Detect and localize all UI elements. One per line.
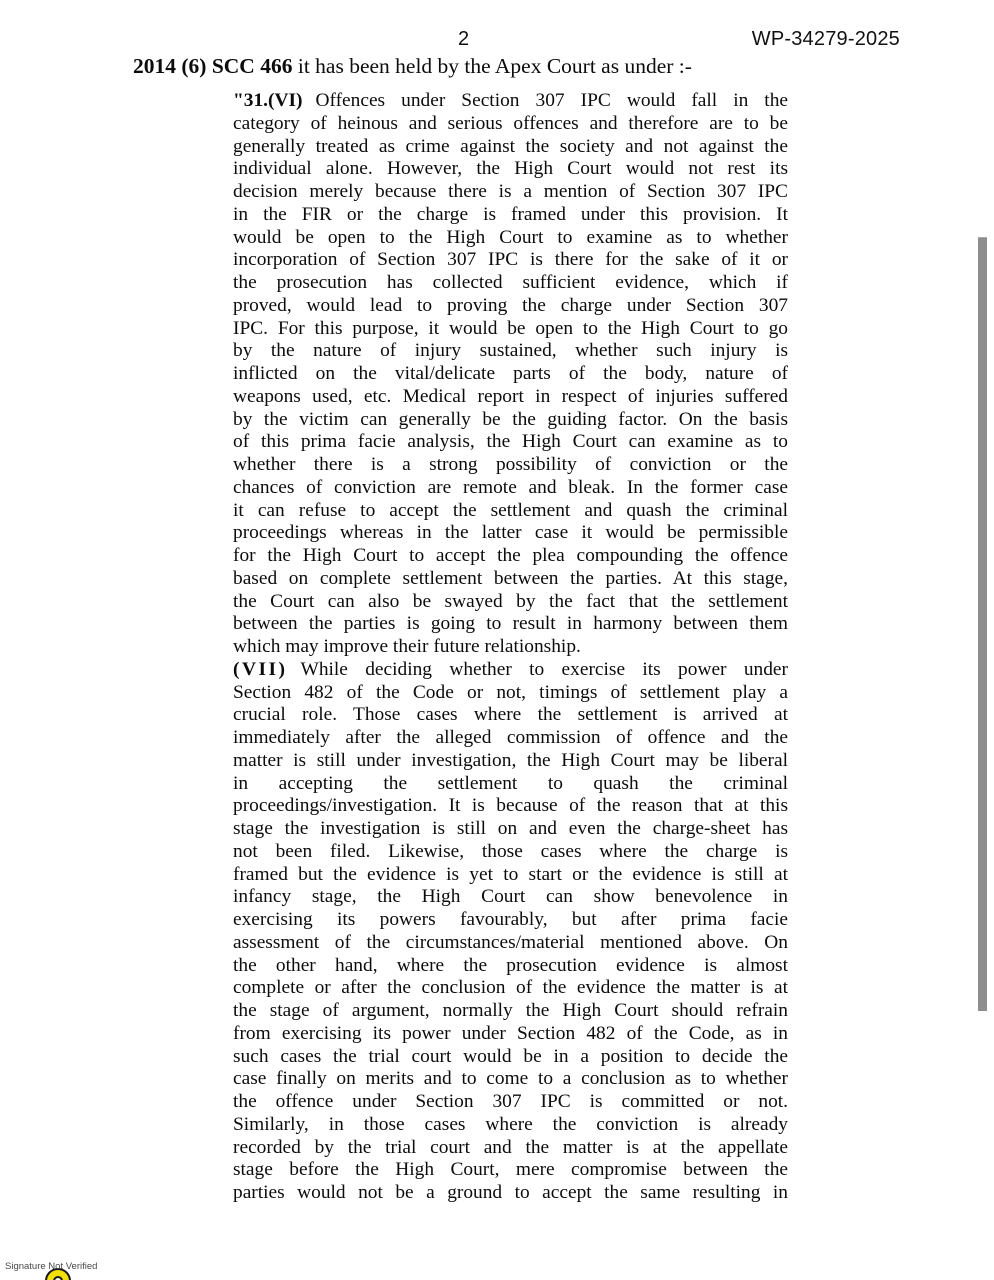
quote-line: not been filed. Likewise, those cases where the charge is xyxy=(233,840,788,862)
quote-line: matter is still under investigation, the High Court may be liberal xyxy=(233,749,788,771)
intro-text: it has been held by the Apex Court as under :- xyxy=(292,54,692,78)
quote-line: exercising its powers favourably, but after prima facie xyxy=(233,909,788,930)
quote-line: which may improve their future relationship. xyxy=(233,636,581,657)
quote-line: case finally on merits and to come to a conclusion as to whether xyxy=(233,1068,788,1090)
quote-line: parties would not be a ground to accept the same resulting in xyxy=(233,1182,788,1203)
quote-line: decision merely because there is a mention of Section 307 IPC xyxy=(233,181,788,202)
quote-line: for the High Court to accept the plea compounding the offence xyxy=(233,545,788,566)
quote-line: crucial role. Those cases where the settlement is arrived at xyxy=(233,704,788,726)
quote-line: based on complete settlement between the parties. At this stage, xyxy=(233,567,788,589)
quote-line: the prosecution has collected sufficient evidence, which if xyxy=(233,272,788,293)
quote-paragraph-lead: (VII) xyxy=(233,658,288,680)
quote-line: stage the investigation is still on and even the charge-sheet has xyxy=(233,818,788,839)
quote-line: such cases the trial court would be in a position to decide the xyxy=(233,1045,788,1067)
quote-line: it can refuse to accept the settlement and quash the criminal xyxy=(233,499,788,521)
seal-inner-ring xyxy=(53,1276,63,1280)
citation-text: 2014 (6) SCC 466 xyxy=(133,54,293,78)
quote-line: infancy stage, the High Court can show benevolence in xyxy=(233,886,788,908)
intro-line xyxy=(133,53,692,79)
quote-paragraph xyxy=(233,659,788,1205)
quote-line: in the FIR or the charge is framed under this provision. It xyxy=(233,203,788,225)
quote-line: proceedings whereas in the latter case it would be permissible xyxy=(233,522,788,544)
quote-line: inflicted on the vital/delicate parts of the body, nature of xyxy=(233,363,788,384)
quote-line: of this prima facie analysis, the High Court can examine as to xyxy=(233,431,788,453)
quote-line: recorded by the trial court and the matter is at the appellate xyxy=(233,1136,788,1158)
quote-line: individual alone. However, the High Court would not rest its xyxy=(233,158,788,180)
quote-line: stage before the High Court, mere compromise between the xyxy=(233,1159,788,1181)
quote-line: framed but the evidence is yet to start or the evidence is still at xyxy=(233,863,788,885)
quote-line: Similarly, in those cases where the conviction is already xyxy=(233,1113,788,1135)
quote-line: the offence under Section 307 IPC is committed or not. xyxy=(233,1091,788,1112)
quote-line: immediately after the alleged commission of offence and the xyxy=(233,727,788,748)
quote-line: weapons used, etc. Medical report in respect of injuries suffered xyxy=(233,385,788,407)
quote-line: by the nature of injury sustained, whether such injury is xyxy=(233,340,788,362)
quote-line: Section 482 of the Code or not, timings of settlement play a xyxy=(233,681,788,703)
quoted-judgment-block xyxy=(233,90,788,1205)
quote-line: the stage of argument, normally the High Court should refrain xyxy=(233,1000,788,1021)
quote-line: complete or after the conclusion of the evidence the matter is at xyxy=(233,977,788,999)
quote-line: in accepting the settlement to quash the criminal xyxy=(233,772,788,794)
signature-stamp-text: Signature Not Verified xyxy=(5,1261,98,1272)
quote-line: category of heinous and serious offences and therefore are to be xyxy=(233,112,788,134)
quote-line: between the parties is going to result in harmony between them xyxy=(233,613,788,635)
scrollbar-thumb[interactable] xyxy=(978,237,987,1011)
quote-line: from exercising its power under Section 482 of the Code, as in xyxy=(233,1022,788,1044)
signature-stamp xyxy=(0,1255,200,1280)
quote-line: the Court can also be swayed by the fact that the settlement xyxy=(233,590,788,612)
quote-line: proved, would lead to proving the charge under Section 307 xyxy=(233,294,788,316)
quote-line: would be open to the High Court to examine as to whether xyxy=(233,226,788,248)
quote-line: generally treated as crime against the society and not against the xyxy=(233,135,788,157)
quote-line: proceedings/investigation. It is because of the reason that at this xyxy=(233,795,788,817)
quote-line: the other hand, where the prosecution evidence is almost xyxy=(233,954,788,976)
quote-paragraph xyxy=(233,90,788,659)
quote-line: chances of conviction are remote and bleak. In the former case xyxy=(233,476,788,498)
quote-line: IPC. For this purpose, it would be open to the High Court to go xyxy=(233,317,788,339)
case-number-label: WP-34279-2025 xyxy=(751,28,900,50)
quote-line: whether there is a strong possibility of conviction or the xyxy=(233,454,788,475)
quote-line: incorporation of Section 307 IPC is there for the sake of it or xyxy=(233,249,788,271)
page-number: 2 xyxy=(458,28,470,50)
quote-line: assessment of the circumstances/material mentioned above. On xyxy=(233,931,788,953)
quote-line: "31.(VI) Offences under Section 307 IPC would fall in the xyxy=(233,90,788,111)
quote-line: by the victim can generally be the guiding factor. On the basis xyxy=(233,408,788,430)
quote-line: (VII) While deciding whether to exercise its power under xyxy=(233,658,788,680)
quote-paragraph-lead: "31.(VI) xyxy=(233,90,303,111)
